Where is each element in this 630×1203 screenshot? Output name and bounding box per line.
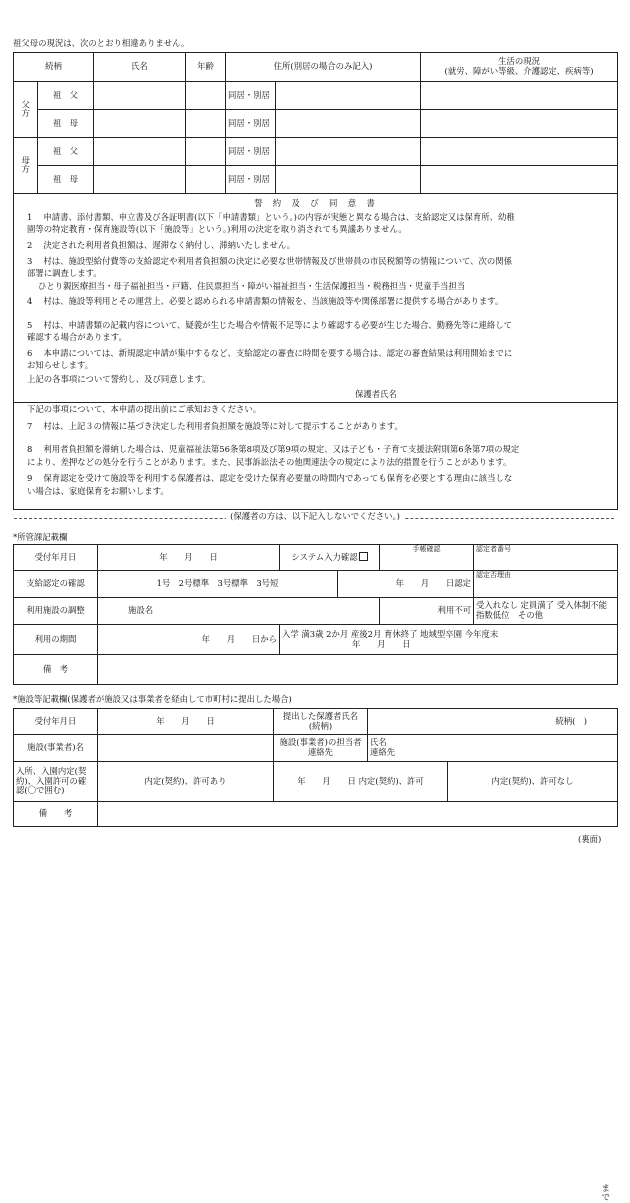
office-remarks-label: 備 考 [14,655,98,685]
rejection-reason[interactable]: 認定否理由 [474,571,618,598]
notice-line: により、差押などの処分を行うことがあります。また、民事訴訟法その他関連法令の規定により法的措置を行うことがあります。 [27,457,512,467]
facility-name-field[interactable]: 施設名 [98,598,380,625]
maternal-grandfather-status[interactable] [421,138,618,166]
office-received-label: 受付年月日 [14,545,98,571]
paternal-grandfather-address[interactable] [276,82,421,110]
guardian-name-label: 保護者氏名 [355,389,397,399]
pledge-line: 園等の特定教育・保育施設等(以下「施設等」という。)利用の決定を取り消されても異議ありません。 [27,224,407,234]
notice-line: 8 利用者負担額を滞納した場合は、児童福祉法第56条第8項及び第9項の規定、又は子ども・子育て支援法附則第6条第7項の規定 [27,444,520,454]
maternal-label: 母方 [14,138,38,194]
unavailable-reasons[interactable]: 受入れなし 定員満了 受入体制不能 指数低位 その他 [474,598,618,625]
certification-type-options[interactable]: 1号 2号標準 3号標準 3号短 [98,571,338,598]
facility-received-label: 受付年月日 [14,709,98,735]
certified-number[interactable]: 認定者番号 [474,545,618,571]
paternal-grandmother-name[interactable] [94,110,186,138]
office-remarks-field[interactable] [98,655,618,685]
living-select[interactable]: 同居・別居 [226,110,276,138]
maternal-grandmother-age[interactable] [186,166,226,194]
header-status: 生活の現況 (就労、障がい等級、介護認定、疾病等) [421,53,618,82]
header-relation: 続柄 [14,53,94,82]
facility-received-date[interactable]: 年 月 日 [98,709,274,735]
paternal-grandmother-status[interactable] [421,110,618,138]
paternal-label: 父方 [14,82,38,138]
paternal-grandfather-label: 祖 父 [38,82,94,110]
maternal-grandfather-address[interactable] [276,138,421,166]
living-select[interactable]: 同居・別居 [226,166,276,194]
staff-contact[interactable]: 氏名 連絡先 [368,735,618,762]
paternal-grandmother-age[interactable] [186,110,226,138]
notice-line: い場合は、家庭保育をお願いします。 [27,486,169,496]
period-end[interactable]: 入学 満3歳 2か月 産後2月 育休終了 地域型卒園 今年度末 年 月 日 まで [280,625,618,655]
notice-intro: 下記の事項について、本申請の提出前にご承知おきください。 [27,404,262,414]
maternal-grandmother-label: 祖 母 [38,166,94,194]
header-name: 氏名 [94,53,186,82]
option-not-approved[interactable]: 内定(契約)、許可なし [448,762,618,802]
notice-line: 7 村は、上記３の情報に基づき決定した利用者負担額を施設等に対して提示することがあります。 [27,421,403,431]
maternal-grandfather-age[interactable] [186,138,226,166]
facility-name-label: 施設(事業者)名 [14,735,98,762]
period-label: 利用の期間 [14,625,98,655]
staff-label: 施設(事業者)の担当者 連絡先 [274,735,368,762]
facility-remarks-label: 備 考 [14,802,98,827]
paternal-grandfather-name[interactable] [94,82,186,110]
page-side-label: (裏面) [578,834,602,844]
period-start[interactable]: 年 月 日から [98,625,280,655]
submitter-label: 提出した保護者氏名 (続柄) [274,709,368,735]
pledge-line: 4 村は、施設等利用とその運営上、必要と認められる申請書類の情報を、当該施設等や関係部署に提供する場合があります。 [27,296,504,306]
paternal-grandfather-status[interactable] [421,82,618,110]
divider-line [13,402,617,403]
pledge-line: 上記の各事項について誓約し、及び同意します。 [27,374,211,384]
admission-confirm-label: 入所、入園内定(契 約)、入園許可の確 認(〇で囲む) [14,762,98,802]
facility-section-title: *施設等記載欄(保護者が施設又は事業者を経由して市町村に提出した場合) [13,694,292,704]
paternal-grandmother-label: 祖 母 [38,110,94,138]
living-select[interactable]: 同居・別居 [226,138,276,166]
facility-name-value[interactable] [98,735,274,762]
maternal-grandfather-label: 祖 父 [38,138,94,166]
notebook-check[interactable]: 手帳確認 [380,545,474,571]
option-approved[interactable]: 内定(契約)、許可あり [98,762,274,802]
maternal-grandmother-address[interactable] [276,166,421,194]
intro-text: 祖父母の現況は、次のとおり相違ありません。 [13,38,190,48]
pledge-line: 6 本申請については、新規認定申請が集中するなど、支給認定の審査に時間を要する場合は、認定の審査結果は利用開始までに [27,348,513,358]
notice-line: 9 保育認定を受けて施設等を利用する保護者は、認定を受けた保育必要量の時間内であっても保育を必要とする理由に該当しな [27,473,513,483]
system-input-check[interactable]: システム入力確認 [280,545,380,571]
paternal-grandmother-address[interactable] [276,110,421,138]
pledge-line: 確認する場合があります。 [27,332,127,342]
header-address: 住所(別居の場合のみ記入) [226,53,421,82]
header-age: 年齢 [186,53,226,82]
pledge-line: 3 村は、施設型給付費等の支給認定や利用者負担額の決定に必要な世帯情報及び世帯員の市民税額等の情報について、次の関係 [27,256,513,266]
pledge-line: 2 決定された利用者負担額は、遅滞なく納付し、滞納いたしません。 [27,240,296,250]
office-section-title: *所管課記載欄 [13,532,68,542]
pledge-line: 1 申請書、添付書類、申立書及び各証明書(以下「申請書類」という。)の内容が実態と異なる場合は、支給認定又は保育所、幼稚 [27,212,515,222]
unavailable-label: 利用不可 [380,598,474,625]
confirm-label: 支給認定の確認 [14,571,98,598]
separator-label: (保護者の方は、以下記入しないでください。) [0,511,630,521]
facility-remarks-field[interactable] [98,802,618,827]
checkbox-icon[interactable] [359,552,368,561]
living-select[interactable]: 同居・別居 [226,82,276,110]
maternal-grandmother-name[interactable] [94,166,186,194]
adjust-label: 利用施設の調整 [14,598,98,625]
facility-table [13,708,618,827]
office-received-date[interactable]: 年 月 日 [98,545,280,571]
maternal-grandfather-name[interactable] [94,138,186,166]
pledge-line: 部署に調査します。 [27,268,102,278]
option-dated[interactable]: 年 月 日 内定(契約)、許可 [274,762,448,802]
pledge-line: ひとり親医療担当・母子福祉担当・戸籍、住民票担当・障がい福祉担当・生活保護担当・税務担当・児童手当担当 [38,281,466,291]
maternal-grandmother-status[interactable] [421,166,618,194]
pledge-line: お知らせします。 [27,360,94,370]
pledge-title: 誓 約 及 び 同 意 書 [254,198,376,208]
submitter-relation[interactable]: 続柄( ) [368,709,618,735]
grandparent-table [13,52,618,194]
paternal-grandfather-age[interactable] [186,82,226,110]
pledge-line: 5 村は、申請書類の記載内容について、疑義が生じた場合や情報不足等により確認する必要が生じた場合、勤務先等に連絡して [27,320,513,330]
certification-date[interactable]: 年 月 日認定 [338,571,474,598]
